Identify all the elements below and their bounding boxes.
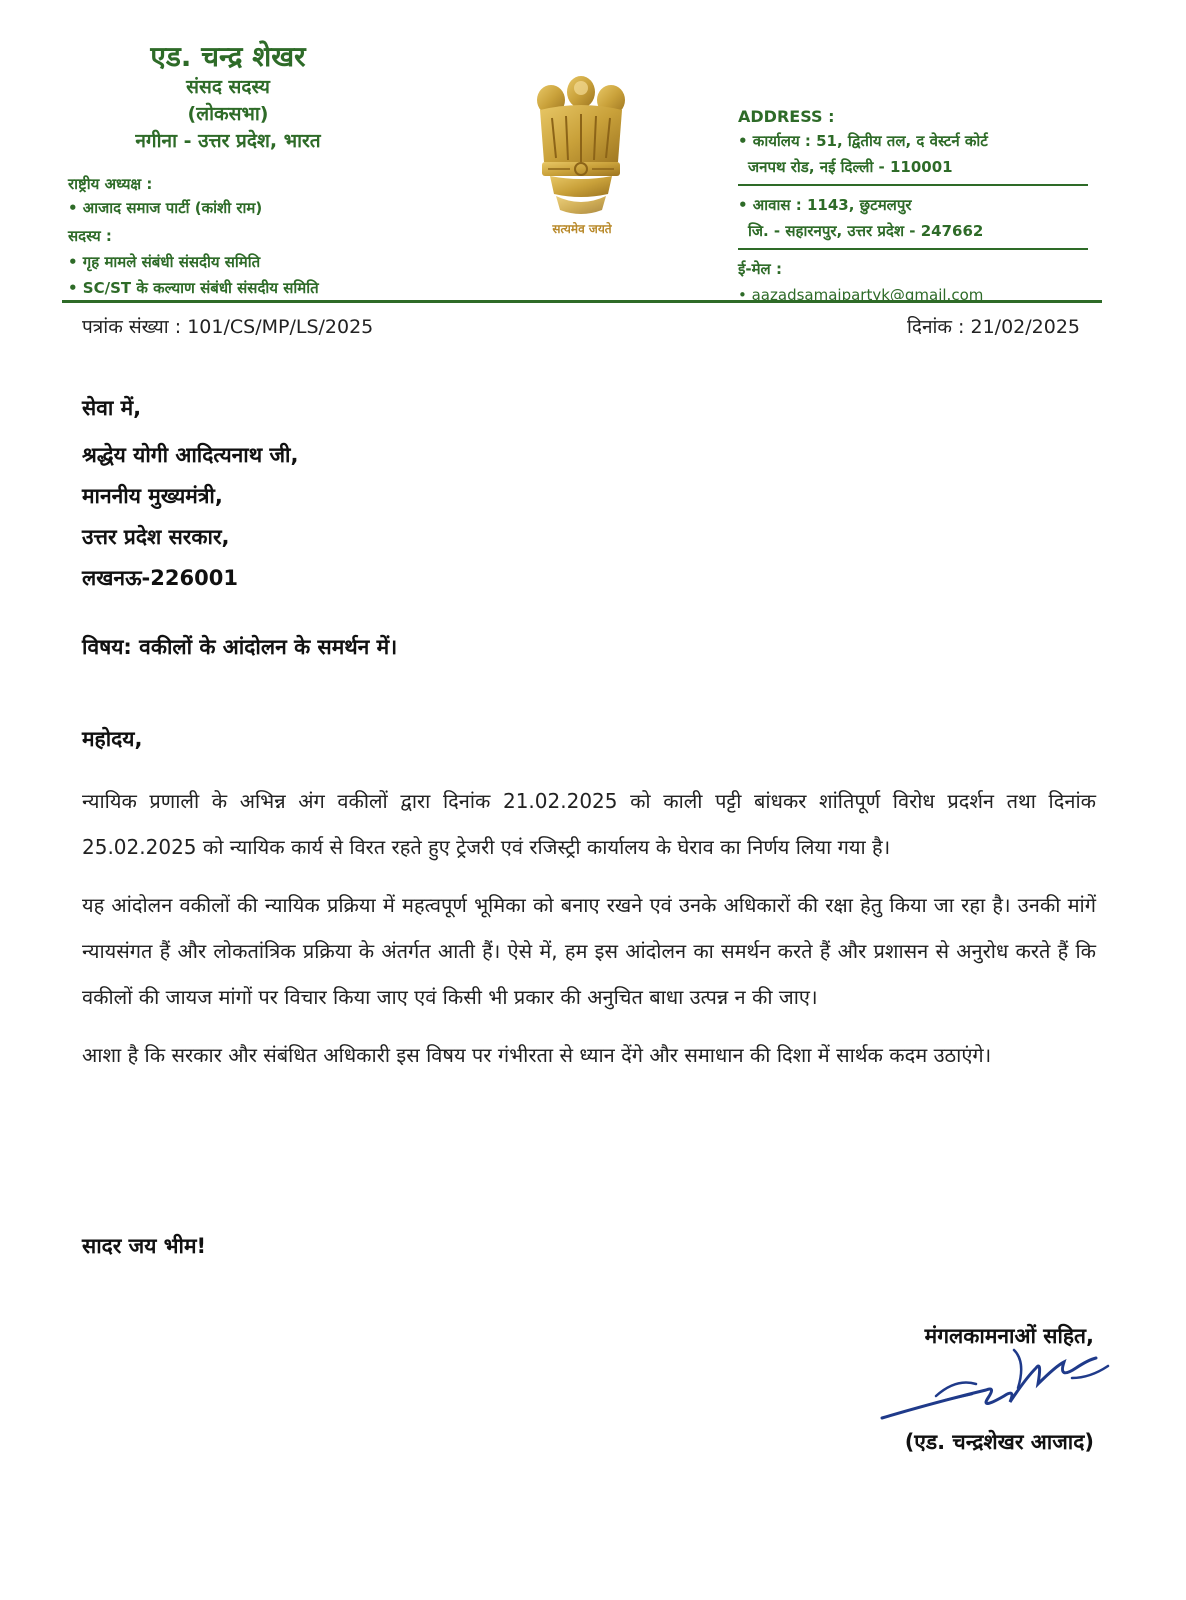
office-address-line: जनपथ रोड, नई दिल्ली - 110001 [748, 158, 953, 176]
recipient-line: उत्तर प्रदेश सरकार, [82, 525, 230, 549]
emblem-motto: सत्यमेव जयते [552, 222, 612, 236]
national-emblem-icon [526, 70, 636, 240]
recipient-block [82, 388, 298, 599]
handwritten-signature [876, 1338, 1116, 1428]
office-address-line: • कार्यालय : 51, द्वितीय तल, द वेस्टर्न कोर्ट [738, 132, 988, 150]
address-divider [738, 184, 1088, 186]
address-label: ADDRESS : [738, 107, 835, 126]
recipient-line: श्रद्धेय योगी आदित्यनाथ जी, [82, 443, 299, 467]
closing-line: सादर जय भीम! [82, 1234, 207, 1258]
residence-address-line: • आवास : 1143, छुटमलपुर [738, 196, 912, 214]
letter-body [82, 778, 1096, 1090]
member-item: • SC/ST के कल्याण संबंधी संसदीय समिति [68, 279, 319, 297]
recipient-line: सेवा में, [82, 396, 142, 420]
mp-constituency: नगीना - उत्तर प्रदेश, भारत [135, 130, 321, 152]
member-label: सदस्य : [68, 227, 112, 245]
president-item: • आजाद समाज पार्टी (कांशी राम) [68, 199, 263, 217]
letter-subject: विषय: वकीलों के आंदोलन के समर्थन में। [82, 635, 398, 659]
mp-name: एड. चन्द्र शेखर [150, 40, 306, 73]
reference-number: पत्रांक संख्या : 101/CS/MP/LS/2025 [82, 316, 374, 338]
letter-date: दिनांक : 21/02/2025 [906, 316, 1080, 338]
recipient-line: माननीय मुख्यमंत्री, [82, 484, 223, 508]
mp-designation: संसद सदस्य [186, 76, 270, 98]
email-label: ई-मेल : [738, 260, 782, 278]
residence-address-line: जि. - सहारनपुर, उत्तर प्रदेश - 247662 [748, 222, 984, 240]
address-divider [738, 248, 1088, 250]
letterhead-left [68, 40, 448, 301]
regards-line: मंगलकामनाओं सहित, [924, 1324, 1094, 1348]
mp-house: (लोकसभा) [187, 103, 269, 125]
salutation: महोदय, [82, 727, 143, 751]
email-address: • aazadsamajpartyk@gmail.com [738, 286, 984, 304]
letterhead-right [738, 106, 1088, 308]
recipient-line: लखनऊ-226001 [82, 566, 238, 590]
body-paragraph: आशा है कि सरकार और संबंधित अधिकारी इस विषय पर गंभीरता से ध्यान देंगे और समाधान की दिशा में सार्थक कदम उठाएंगे। [82, 1043, 992, 1067]
body-paragraph: न्यायिक प्रणाली के अभिन्न अंग वकीलों द्वारा दिनांक 21.02.2025 को काली पट्टी बांधकर शांतिपूर्ण विरोध प्रदर्शन तथा दिनांक 25.02.2025 को न्यायिक कार्य से विरत रहते हुए ट्रेजरी एवं रजिस्ट्री कार्यालय के घेराव का निर्णय लिया गया है। [82, 789, 1096, 859]
member-item: • गृह मामले संबंधी संसदीय समिति [68, 253, 261, 271]
mp-name-block [68, 40, 388, 155]
signatory-name: (एड. चन्द्रशेखर आजाद) [904, 1430, 1094, 1454]
letterhead-divider [62, 300, 1102, 303]
body-paragraph: यह आंदोलन वकीलों की न्यायिक प्रक्रिया में महत्वपूर्ण भूमिका को बनाए रखने एवं उनके अधिकारों की रक्षा हेतु किया जा रहा है। उनकी मांगें न्यायसंगत हैं और लोकतांत्रिक प्रक्रिया के अंतर्गत आती हैं। ऐसे में, हम इस आंदोलन का समर्थन करते हैं और प्रशासन से अनुरोध करते हैं कि वकीलों की जायज मांगों पर विचार किया जाए एवं किसी भी प्रकार की अनुचित बाधा उत्पन्न न की जाए। [82, 893, 1096, 1009]
president-label: राष्ट्रीय अध्यक्ष : [68, 175, 153, 193]
